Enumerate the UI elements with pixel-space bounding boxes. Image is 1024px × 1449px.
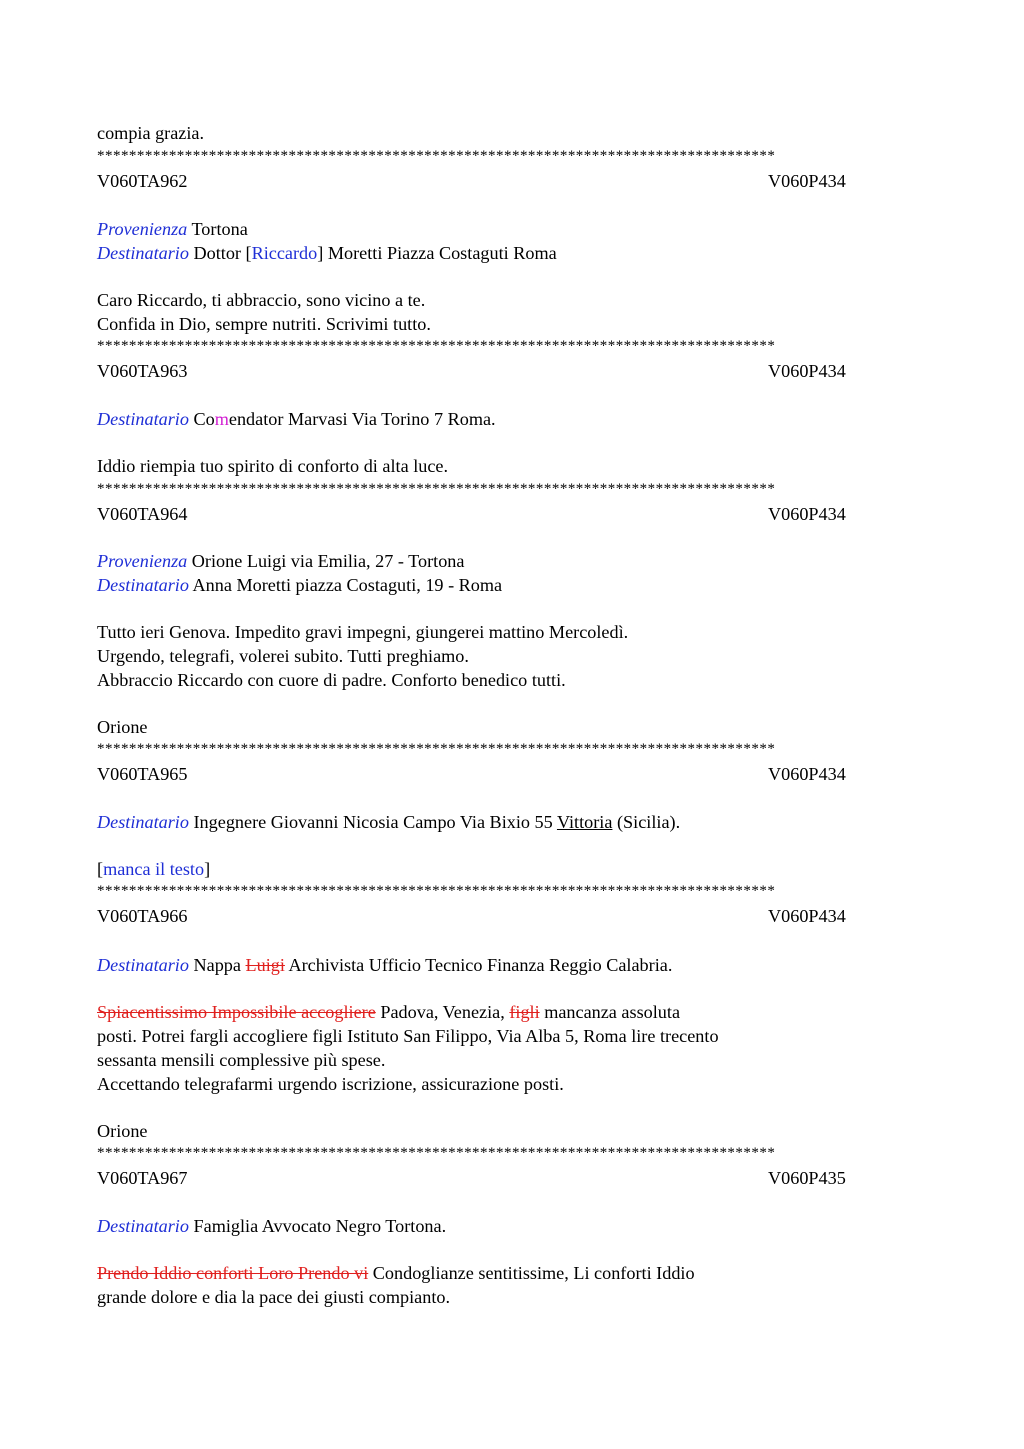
- provenienza-label: Provenienza: [97, 219, 188, 239]
- destinatario-label: Destinatario: [97, 812, 189, 832]
- text-line: Urgendo, telegrafi, volerei subito. Tutti preghiamo.: [97, 646, 469, 666]
- separator: *************************************************************************************: [97, 741, 776, 757]
- destinatario-line: [97, 407, 496, 431]
- destinatario-line: [97, 953, 672, 977]
- entry-code: V060TA962: [97, 171, 188, 191]
- page-ref: V060P434: [768, 171, 846, 191]
- text-line: Confida in Dio, sempre nutriti. Scrivimi tutto.: [97, 314, 431, 334]
- separator: *************************************************************************************: [97, 481, 776, 497]
- page-ref: V060P434: [768, 504, 846, 524]
- provenienza-line: [97, 217, 248, 241]
- destinatario-text: Archivista Ufficio Tecnico Finanza Reggio Calabria.: [284, 955, 673, 975]
- page-ref: V060P435: [768, 1168, 846, 1188]
- text-line: Iddio riempia tuo spirito di conforto di alta luce.: [97, 456, 449, 476]
- entry-code: V060TA963: [97, 361, 188, 381]
- text-line: posti. Potrei fargli accogliere figli Istituto San Filippo, Via Alba 5, Roma lire trecento: [97, 1026, 719, 1046]
- destinatario-label: Destinatario: [97, 243, 189, 263]
- text-line: Tutto ieri Genova. Impedito gravi impegni, giungerei mattino Mercoledì.: [97, 622, 629, 642]
- destinatario-line: [97, 1214, 446, 1238]
- page-ref: V060P434: [768, 361, 846, 381]
- provenienza-value: Tortona: [191, 219, 248, 239]
- provenienza-line: [97, 549, 464, 573]
- text-line: [97, 1261, 695, 1285]
- struck-text: Prendo Iddio conforti Loro Prendo vi: [97, 1263, 369, 1283]
- destinatario-label: Destinatario: [97, 955, 189, 975]
- destinatario-text: ] Moretti Piazza Costaguti Roma: [317, 243, 557, 263]
- destinatario-value: Anna Moretti piazza Costaguti, 19 - Roma: [192, 575, 503, 595]
- text-line: Abbraccio Riccardo con cuore di padre. Conforto benedico tutti.: [97, 670, 566, 690]
- destinatario-text: endator Marvasi Via Torino 7 Roma.: [228, 409, 496, 429]
- text-line: [97, 1000, 680, 1024]
- provenienza-label: Provenienza: [97, 551, 188, 571]
- page-ref: V060P434: [768, 906, 846, 926]
- destinatario-line: [97, 810, 680, 834]
- signature: Orione: [97, 717, 148, 737]
- destinatario-text: Co: [193, 409, 215, 429]
- separator: *************************************************************************************: [97, 1145, 776, 1161]
- bracket: ]: [204, 859, 211, 879]
- destinatario-label: Destinatario: [97, 409, 189, 429]
- bracket: [: [97, 859, 104, 879]
- destinatario-value: Famiglia Avvocato Negro Tortona.: [193, 1216, 447, 1236]
- text-segment: Condoglianze sentitissime, Li conforti Iddio: [368, 1263, 695, 1283]
- text-segment: mancanza assoluta: [539, 1002, 681, 1022]
- signature: Orione: [97, 1121, 148, 1141]
- note-text: manca il testo: [103, 859, 205, 879]
- text-line: grande dolore e dia la pace dei giusti compianto.: [97, 1287, 451, 1307]
- editorial-note: [97, 857, 210, 881]
- destinatario-label: Destinatario: [97, 1216, 189, 1236]
- destinatario-line: [97, 241, 557, 265]
- destinatario-label: Destinatario: [97, 575, 189, 595]
- underlined-word: Vittoria: [556, 812, 613, 832]
- entry-code: V060TA966: [97, 906, 188, 926]
- entry-code: V060TA967: [97, 1168, 188, 1188]
- entry-code: V060TA965: [97, 764, 188, 784]
- struck-text: Spiacentissimo Impossibile accogliere: [97, 1002, 376, 1022]
- destinatario-line: [97, 573, 502, 597]
- editorial-insertion: Riccardo: [251, 243, 318, 263]
- text-line: Caro Riccardo, ti abbraccio, sono vicino a te.: [97, 290, 426, 310]
- text-line: sessanta mensili complessive più spese.: [97, 1050, 386, 1070]
- entry-code: V060TA964: [97, 504, 188, 524]
- text-line: Accettando telegrafarmi urgendo iscrizione, assicurazione posti.: [97, 1074, 564, 1094]
- destinatario-text: Nappa: [193, 955, 246, 975]
- editorial-mark: m: [214, 409, 229, 429]
- struck-text: figli: [509, 1002, 540, 1022]
- separator: *************************************************************************************: [97, 883, 776, 899]
- separator: *************************************************************************************: [97, 338, 776, 354]
- text-line: compia grazia.: [97, 123, 205, 143]
- text-segment: Padova, Venezia,: [375, 1002, 510, 1022]
- destinatario-text: (Sicilia).: [612, 812, 681, 832]
- provenienza-value: Orione Luigi via Emilia, 27 - Tortona: [191, 551, 465, 571]
- separator: *************************************************************************************: [97, 148, 776, 164]
- destinatario-text: Ingegnere Giovanni Nicosia Campo Via Bixio 55: [193, 812, 557, 832]
- destinatario-text: Dottor [: [193, 243, 252, 263]
- page-ref: V060P434: [768, 764, 846, 784]
- struck-text: Luigi: [245, 955, 285, 975]
